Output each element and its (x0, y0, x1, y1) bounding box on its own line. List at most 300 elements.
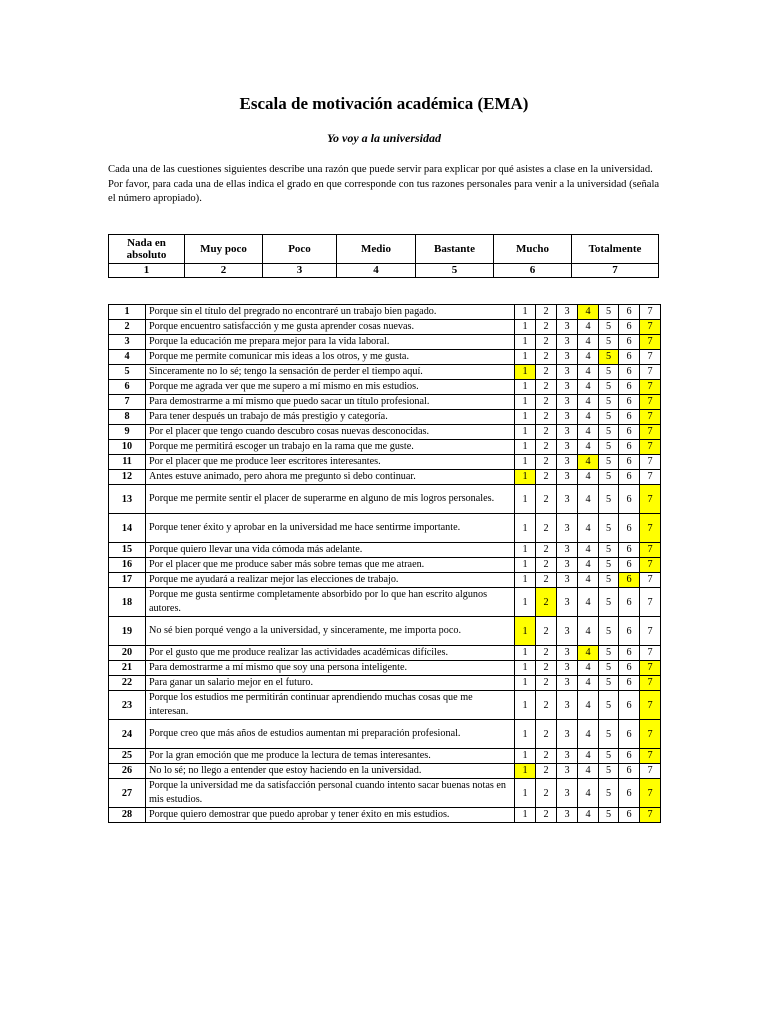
question-row (109, 380, 661, 395)
option-cell-selected[interactable]: 7 (640, 691, 661, 720)
option-cell[interactable]: 2 (536, 425, 557, 440)
question-number: 22 (109, 676, 146, 691)
question-row (109, 720, 661, 749)
scale-number: 7 (572, 264, 659, 278)
question-number: 3 (109, 335, 146, 350)
option-cell-selected[interactable]: 7 (640, 425, 661, 440)
option-cell[interactable]: 6 (619, 425, 640, 440)
option-cell[interactable]: 1 (515, 573, 536, 588)
option-cell[interactable]: 3 (557, 588, 578, 617)
option-cell[interactable]: 2 (536, 380, 557, 395)
question-text: Porque creo que más años de estudios aumentan mi preparación profesional. (146, 720, 515, 749)
option-cell[interactable]: 1 (515, 720, 536, 749)
option-cell[interactable]: 2 (536, 691, 557, 720)
option-cell[interactable]: 7 (640, 470, 661, 485)
question-text: Por el placer que me produce leer escritores interesantes. (146, 455, 515, 470)
question-row (109, 455, 661, 470)
option-cell[interactable]: 2 (536, 749, 557, 764)
option-cell[interactable]: 4 (578, 350, 599, 365)
question-text: No lo sé; no llego a entender que estoy haciendo en la universidad. (146, 764, 515, 779)
option-cell[interactable]: 1 (515, 380, 536, 395)
option-cell[interactable]: 4 (578, 617, 599, 646)
option-cell-selected[interactable]: 7 (640, 661, 661, 676)
option-cell[interactable]: 2 (536, 646, 557, 661)
option-cell[interactable]: 3 (557, 573, 578, 588)
option-cell[interactable]: 1 (515, 485, 536, 514)
option-cell[interactable]: 7 (640, 617, 661, 646)
option-cell[interactable]: 4 (578, 676, 599, 691)
option-cell[interactable]: 1 (515, 676, 536, 691)
option-cell[interactable]: 1 (515, 691, 536, 720)
question-text: Porque tener éxito y aprobar en la universidad me hace sentirme importante. (146, 514, 515, 543)
option-cell[interactable]: 6 (619, 779, 640, 808)
option-cell-selected[interactable]: 7 (640, 410, 661, 425)
option-cell-selected[interactable]: 7 (640, 320, 661, 335)
question-text: Porque me agrada ver que me supero a mí mismo en mis estudios. (146, 380, 515, 395)
option-cell-selected[interactable]: 4 (578, 305, 599, 320)
scale-number: 2 (185, 264, 263, 278)
option-cell[interactable]: 5 (599, 320, 619, 335)
option-cell[interactable]: 3 (557, 661, 578, 676)
option-cell[interactable]: 6 (619, 720, 640, 749)
option-cell[interactable]: 6 (619, 588, 640, 617)
option-cell[interactable]: 5 (599, 779, 619, 808)
scale-labels-row (109, 235, 659, 264)
option-cell[interactable]: 2 (536, 455, 557, 470)
option-cell[interactable]: 1 (515, 779, 536, 808)
scale-label: Poco (263, 235, 337, 264)
response-scale-table (108, 234, 659, 278)
question-number: 16 (109, 558, 146, 573)
option-cell[interactable]: 6 (619, 764, 640, 779)
option-cell[interactable]: 1 (515, 395, 536, 410)
option-cell[interactable]: 6 (619, 350, 640, 365)
option-cell[interactable]: 2 (536, 470, 557, 485)
scale-number: 6 (494, 264, 572, 278)
question-number: 17 (109, 573, 146, 588)
question-text: Porque los estudios me permitirán continuar aprendiendo muchas cosas que me interesan. (146, 691, 515, 720)
option-cell[interactable]: 5 (599, 455, 619, 470)
question-number: 5 (109, 365, 146, 380)
option-cell[interactable]: 3 (557, 617, 578, 646)
option-cell[interactable]: 2 (536, 573, 557, 588)
option-cell[interactable]: 4 (578, 470, 599, 485)
question-number: 21 (109, 661, 146, 676)
question-text: Porque encuentro satisfacción y me gusta aprender cosas nuevas. (146, 320, 515, 335)
questionnaire-table (108, 304, 661, 823)
option-cell[interactable]: 6 (619, 305, 640, 320)
option-cell[interactable]: 5 (599, 380, 619, 395)
page-title: Escala de motivación académica (EMA) (239, 94, 529, 113)
scale-label: Totalmente (572, 235, 659, 264)
option-cell[interactable]: 5 (599, 335, 619, 350)
option-cell-selected[interactable]: 7 (640, 808, 661, 823)
option-cell[interactable]: 2 (536, 335, 557, 350)
option-cell-selected[interactable]: 5 (599, 350, 619, 365)
option-cell[interactable]: 5 (599, 691, 619, 720)
question-row (109, 320, 661, 335)
question-number: 14 (109, 514, 146, 543)
option-cell[interactable]: 4 (578, 485, 599, 514)
question-text: Porque la universidad me da satisfacción personal cuando intento sacar buenas notas en mis estudios. (146, 779, 515, 808)
option-cell[interactable]: 5 (599, 720, 619, 749)
option-cell-selected[interactable]: 1 (515, 617, 536, 646)
scale-label: Medio (337, 235, 416, 264)
option-cell[interactable]: 3 (557, 485, 578, 514)
option-cell[interactable]: 6 (619, 617, 640, 646)
question-text: Para ganar un salario mejor en el futuro. (146, 676, 515, 691)
option-cell[interactable]: 6 (619, 440, 640, 455)
option-cell[interactable]: 6 (619, 485, 640, 514)
question-number: 19 (109, 617, 146, 646)
question-text: Para demostrarme a mí mismo que soy una persona inteligente. (146, 661, 515, 676)
scale-number: 1 (109, 264, 185, 278)
option-cell[interactable]: 5 (599, 646, 619, 661)
option-cell[interactable]: 4 (578, 380, 599, 395)
scale-number: 4 (337, 264, 416, 278)
question-text: Por la gran emoción que me produce la lectura de temas interesantes. (146, 749, 515, 764)
option-cell[interactable]: 5 (599, 617, 619, 646)
option-cell[interactable]: 6 (619, 365, 640, 380)
option-cell[interactable]: 1 (515, 749, 536, 764)
option-cell[interactable]: 5 (599, 558, 619, 573)
question-row (109, 558, 661, 573)
option-cell[interactable]: 3 (557, 320, 578, 335)
option-cell-selected[interactable]: 7 (640, 749, 661, 764)
question-row (109, 617, 661, 646)
question-row (109, 365, 661, 380)
option-cell[interactable]: 7 (640, 305, 661, 320)
option-cell-selected[interactable]: 7 (640, 395, 661, 410)
scale-number: 3 (263, 264, 337, 278)
option-cell[interactable]: 7 (640, 764, 661, 779)
question-number: 24 (109, 720, 146, 749)
option-cell[interactable]: 1 (515, 646, 536, 661)
option-cell[interactable]: 1 (515, 425, 536, 440)
option-cell[interactable]: 4 (578, 410, 599, 425)
option-cell[interactable]: 1 (515, 514, 536, 543)
option-cell[interactable]: 5 (599, 543, 619, 558)
option-cell[interactable]: 1 (515, 558, 536, 573)
question-row (109, 573, 661, 588)
option-cell[interactable]: 6 (619, 410, 640, 425)
question-row (109, 543, 661, 558)
question-text: Antes estuve animado, pero ahora me pregunto si debo continuar. (146, 470, 515, 485)
option-cell-selected[interactable]: 7 (640, 440, 661, 455)
option-cell[interactable]: 6 (619, 514, 640, 543)
option-cell[interactable]: 5 (599, 440, 619, 455)
question-text: Por el placer que tengo cuando descubro cosas nuevas desconocidas. (146, 425, 515, 440)
question-number: 8 (109, 410, 146, 425)
option-cell[interactable]: 3 (557, 779, 578, 808)
option-cell[interactable]: 3 (557, 350, 578, 365)
question-row (109, 691, 661, 720)
instructions-paragraph: Cada una de las cuestiones siguientes describe una razón que puede servir para explicar por qué asistes a clase en la universidad. Por favor, para cada una de ellas indica el grado en que corresponde con tus razones personales para venir a la universidad (señala el número apropiado). (108, 164, 660, 204)
option-cell[interactable]: 1 (515, 543, 536, 558)
option-cell[interactable]: 6 (619, 558, 640, 573)
option-cell[interactable]: 5 (599, 485, 619, 514)
question-row (109, 335, 661, 350)
question-number: 13 (109, 485, 146, 514)
option-cell[interactable]: 6 (619, 380, 640, 395)
option-cell[interactable]: 1 (515, 320, 536, 335)
question-number: 7 (109, 395, 146, 410)
option-cell[interactable]: 1 (515, 305, 536, 320)
scale-label: Mucho (494, 235, 572, 264)
question-text: Porque quiero llevar una vida cómoda más adelante. (146, 543, 515, 558)
option-cell[interactable]: 2 (536, 558, 557, 573)
option-cell[interactable]: 1 (515, 350, 536, 365)
question-text: Porque sin el título del pregrado no encontraré un trabajo bien pagado. (146, 305, 515, 320)
question-row (109, 661, 661, 676)
option-cell[interactable]: 5 (599, 365, 619, 380)
option-cell[interactable]: 1 (515, 440, 536, 455)
option-cell[interactable]: 4 (578, 440, 599, 455)
question-row (109, 470, 661, 485)
option-cell[interactable]: 1 (515, 455, 536, 470)
question-text: Porque me permitirá escoger un trabajo en la rama que me guste. (146, 440, 515, 455)
option-cell[interactable]: 7 (640, 350, 661, 365)
option-cell[interactable]: 6 (619, 646, 640, 661)
option-cell-selected[interactable]: 7 (640, 514, 661, 543)
option-cell[interactable]: 5 (599, 661, 619, 676)
option-cell[interactable]: 6 (619, 455, 640, 470)
option-cell-selected[interactable]: 7 (640, 558, 661, 573)
question-row (109, 646, 661, 661)
option-cell[interactable]: 2 (536, 514, 557, 543)
option-cell[interactable]: 6 (619, 543, 640, 558)
option-cell[interactable]: 3 (557, 305, 578, 320)
option-cell[interactable]: 2 (536, 617, 557, 646)
option-cell[interactable]: 4 (578, 558, 599, 573)
option-cell-selected[interactable]: 4 (578, 646, 599, 661)
option-cell[interactable]: 2 (536, 808, 557, 823)
option-cell[interactable]: 2 (536, 440, 557, 455)
question-text: Porque me gusta sentirme completamente absorbido por lo que han escrito algunos autores. (146, 588, 515, 617)
option-cell-selected[interactable]: 7 (640, 335, 661, 350)
option-cell-selected[interactable]: 2 (536, 588, 557, 617)
option-cell[interactable]: 1 (515, 588, 536, 617)
option-cell[interactable]: 4 (578, 543, 599, 558)
question-text: Por el gusto que me produce realizar las actividades académicas difíciles. (146, 646, 515, 661)
option-cell[interactable]: 5 (599, 588, 619, 617)
question-text: Porque la educación me prepara mejor para la vida laboral. (146, 335, 515, 350)
option-cell[interactable]: 4 (578, 691, 599, 720)
questionnaire-body (109, 305, 661, 823)
option-cell[interactable]: 5 (599, 470, 619, 485)
option-cell-selected[interactable]: 4 (578, 455, 599, 470)
option-cell[interactable]: 5 (599, 514, 619, 543)
option-cell[interactable]: 3 (557, 455, 578, 470)
question-number: 28 (109, 808, 146, 823)
option-cell-selected[interactable]: 1 (515, 764, 536, 779)
option-cell[interactable]: 2 (536, 305, 557, 320)
option-cell[interactable]: 3 (557, 514, 578, 543)
option-cell[interactable]: 7 (640, 588, 661, 617)
option-cell-selected[interactable]: 7 (640, 543, 661, 558)
option-cell[interactable]: 4 (578, 661, 599, 676)
question-text: No sé bien porqué vengo a la universidad, y sinceramente, me importa poco. (146, 617, 515, 646)
option-cell-selected[interactable]: 1 (515, 365, 536, 380)
option-cell[interactable]: 5 (599, 676, 619, 691)
option-cell[interactable]: 7 (640, 455, 661, 470)
option-cell[interactable]: 2 (536, 395, 557, 410)
question-row (109, 764, 661, 779)
option-cell[interactable]: 5 (599, 425, 619, 440)
option-cell[interactable]: 3 (557, 749, 578, 764)
option-cell[interactable]: 6 (619, 808, 640, 823)
scale-label: Muy poco (185, 235, 263, 264)
option-cell[interactable]: 4 (578, 720, 599, 749)
question-text: Para demostrarme a mí mismo que puedo sacar un título profesional. (146, 395, 515, 410)
option-cell[interactable]: 4 (578, 764, 599, 779)
option-cell[interactable]: 1 (515, 335, 536, 350)
option-cell[interactable]: 3 (557, 720, 578, 749)
question-row (109, 676, 661, 691)
question-number: 25 (109, 749, 146, 764)
option-cell[interactable]: 3 (557, 676, 578, 691)
option-cell[interactable]: 3 (557, 440, 578, 455)
question-text: Porque me ayudará a realizar mejor las elecciones de trabajo. (146, 573, 515, 588)
option-cell[interactable]: 2 (536, 720, 557, 749)
option-cell[interactable]: 5 (599, 305, 619, 320)
page-subtitle: Yo voy a la universidad (327, 131, 441, 145)
option-cell-selected[interactable]: 7 (640, 485, 661, 514)
question-text: Sinceramente no lo sé; tengo la sensación de perder el tiempo aquí. (146, 365, 515, 380)
question-row (109, 779, 661, 808)
option-cell-selected[interactable]: 7 (640, 380, 661, 395)
option-cell[interactable]: 5 (599, 395, 619, 410)
question-number: 18 (109, 588, 146, 617)
option-cell[interactable]: 4 (578, 514, 599, 543)
option-cell[interactable]: 5 (599, 749, 619, 764)
question-text: Porque quiero demostrar que puedo aprobar y tener éxito en mis estudios. (146, 808, 515, 823)
option-cell[interactable]: 5 (599, 573, 619, 588)
question-number: 1 (109, 305, 146, 320)
option-cell-selected[interactable]: 7 (640, 676, 661, 691)
question-row (109, 440, 661, 455)
option-cell[interactable]: 4 (578, 395, 599, 410)
question-row (109, 350, 661, 365)
option-cell[interactable]: 3 (557, 646, 578, 661)
option-cell[interactable]: 5 (599, 808, 619, 823)
option-cell[interactable]: 6 (619, 470, 640, 485)
option-cell[interactable]: 2 (536, 779, 557, 808)
option-cell[interactable]: 2 (536, 661, 557, 676)
question-number: 23 (109, 691, 146, 720)
option-cell[interactable]: 4 (578, 749, 599, 764)
scale-label: Bastante (416, 235, 494, 264)
question-number: 9 (109, 425, 146, 440)
option-cell[interactable]: 4 (578, 335, 599, 350)
scale-numbers-row (109, 264, 659, 278)
option-cell[interactable]: 3 (557, 543, 578, 558)
option-cell[interactable]: 3 (557, 410, 578, 425)
option-cell-selected[interactable]: 6 (619, 573, 640, 588)
question-text: Por el placer que me produce saber más sobre temas que me atraen. (146, 558, 515, 573)
option-cell[interactable]: 3 (557, 425, 578, 440)
question-row (109, 588, 661, 617)
option-cell[interactable]: 3 (557, 380, 578, 395)
option-cell[interactable]: 4 (578, 573, 599, 588)
option-cell[interactable]: 2 (536, 485, 557, 514)
question-row (109, 485, 661, 514)
option-cell[interactable]: 2 (536, 543, 557, 558)
question-number: 6 (109, 380, 146, 395)
question-text: Porque me permite sentir el placer de superarme en alguno de mis logros personales. (146, 485, 515, 514)
option-cell[interactable]: 7 (640, 365, 661, 380)
option-cell-selected[interactable]: 7 (640, 720, 661, 749)
question-number: 4 (109, 350, 146, 365)
option-cell[interactable]: 6 (619, 395, 640, 410)
option-cell[interactable]: 3 (557, 365, 578, 380)
option-cell[interactable]: 6 (619, 691, 640, 720)
question-number: 15 (109, 543, 146, 558)
option-cell[interactable]: 4 (578, 808, 599, 823)
scale-label: Nada en absoluto (109, 235, 185, 264)
option-cell[interactable]: 2 (536, 320, 557, 335)
option-cell[interactable]: 4 (578, 425, 599, 440)
option-cell[interactable]: 2 (536, 764, 557, 779)
option-cell[interactable]: 2 (536, 676, 557, 691)
option-cell[interactable]: 1 (515, 808, 536, 823)
question-row (109, 749, 661, 764)
question-number: 11 (109, 455, 146, 470)
option-cell[interactable]: 7 (640, 573, 661, 588)
option-cell[interactable]: 6 (619, 749, 640, 764)
question-row (109, 425, 661, 440)
question-number: 10 (109, 440, 146, 455)
question-row (109, 305, 661, 320)
option-cell[interactable]: 3 (557, 691, 578, 720)
option-cell[interactable]: 4 (578, 320, 599, 335)
option-cell[interactable]: 3 (557, 558, 578, 573)
option-cell[interactable]: 3 (557, 335, 578, 350)
question-row (109, 395, 661, 410)
option-cell[interactable]: 2 (536, 410, 557, 425)
option-cell[interactable]: 1 (515, 410, 536, 425)
option-cell[interactable]: 6 (619, 320, 640, 335)
option-cell[interactable]: 3 (557, 808, 578, 823)
option-cell[interactable]: 4 (578, 588, 599, 617)
option-cell[interactable]: 3 (557, 764, 578, 779)
scale-number: 5 (416, 264, 494, 278)
option-cell[interactable]: 4 (578, 365, 599, 380)
question-text: Para tener después un trabajo de más prestigio y categoría. (146, 410, 515, 425)
question-number: 20 (109, 646, 146, 661)
option-cell-selected[interactable]: 1 (515, 470, 536, 485)
option-cell[interactable]: 2 (536, 350, 557, 365)
option-cell-selected[interactable]: 7 (640, 779, 661, 808)
option-cell[interactable]: 2 (536, 365, 557, 380)
question-number: 12 (109, 470, 146, 485)
option-cell[interactable]: 3 (557, 470, 578, 485)
option-cell[interactable]: 7 (640, 646, 661, 661)
question-number: 26 (109, 764, 146, 779)
option-cell[interactable]: 5 (599, 764, 619, 779)
option-cell[interactable]: 5 (599, 410, 619, 425)
question-row (109, 410, 661, 425)
option-cell[interactable]: 1 (515, 661, 536, 676)
option-cell[interactable]: 6 (619, 676, 640, 691)
question-number: 2 (109, 320, 146, 335)
option-cell[interactable]: 4 (578, 779, 599, 808)
question-number: 27 (109, 779, 146, 808)
question-text: Porque me permite comunicar mis ideas a los otros, y me gusta. (146, 350, 515, 365)
option-cell[interactable]: 6 (619, 661, 640, 676)
option-cell[interactable]: 3 (557, 395, 578, 410)
option-cell[interactable]: 6 (619, 335, 640, 350)
